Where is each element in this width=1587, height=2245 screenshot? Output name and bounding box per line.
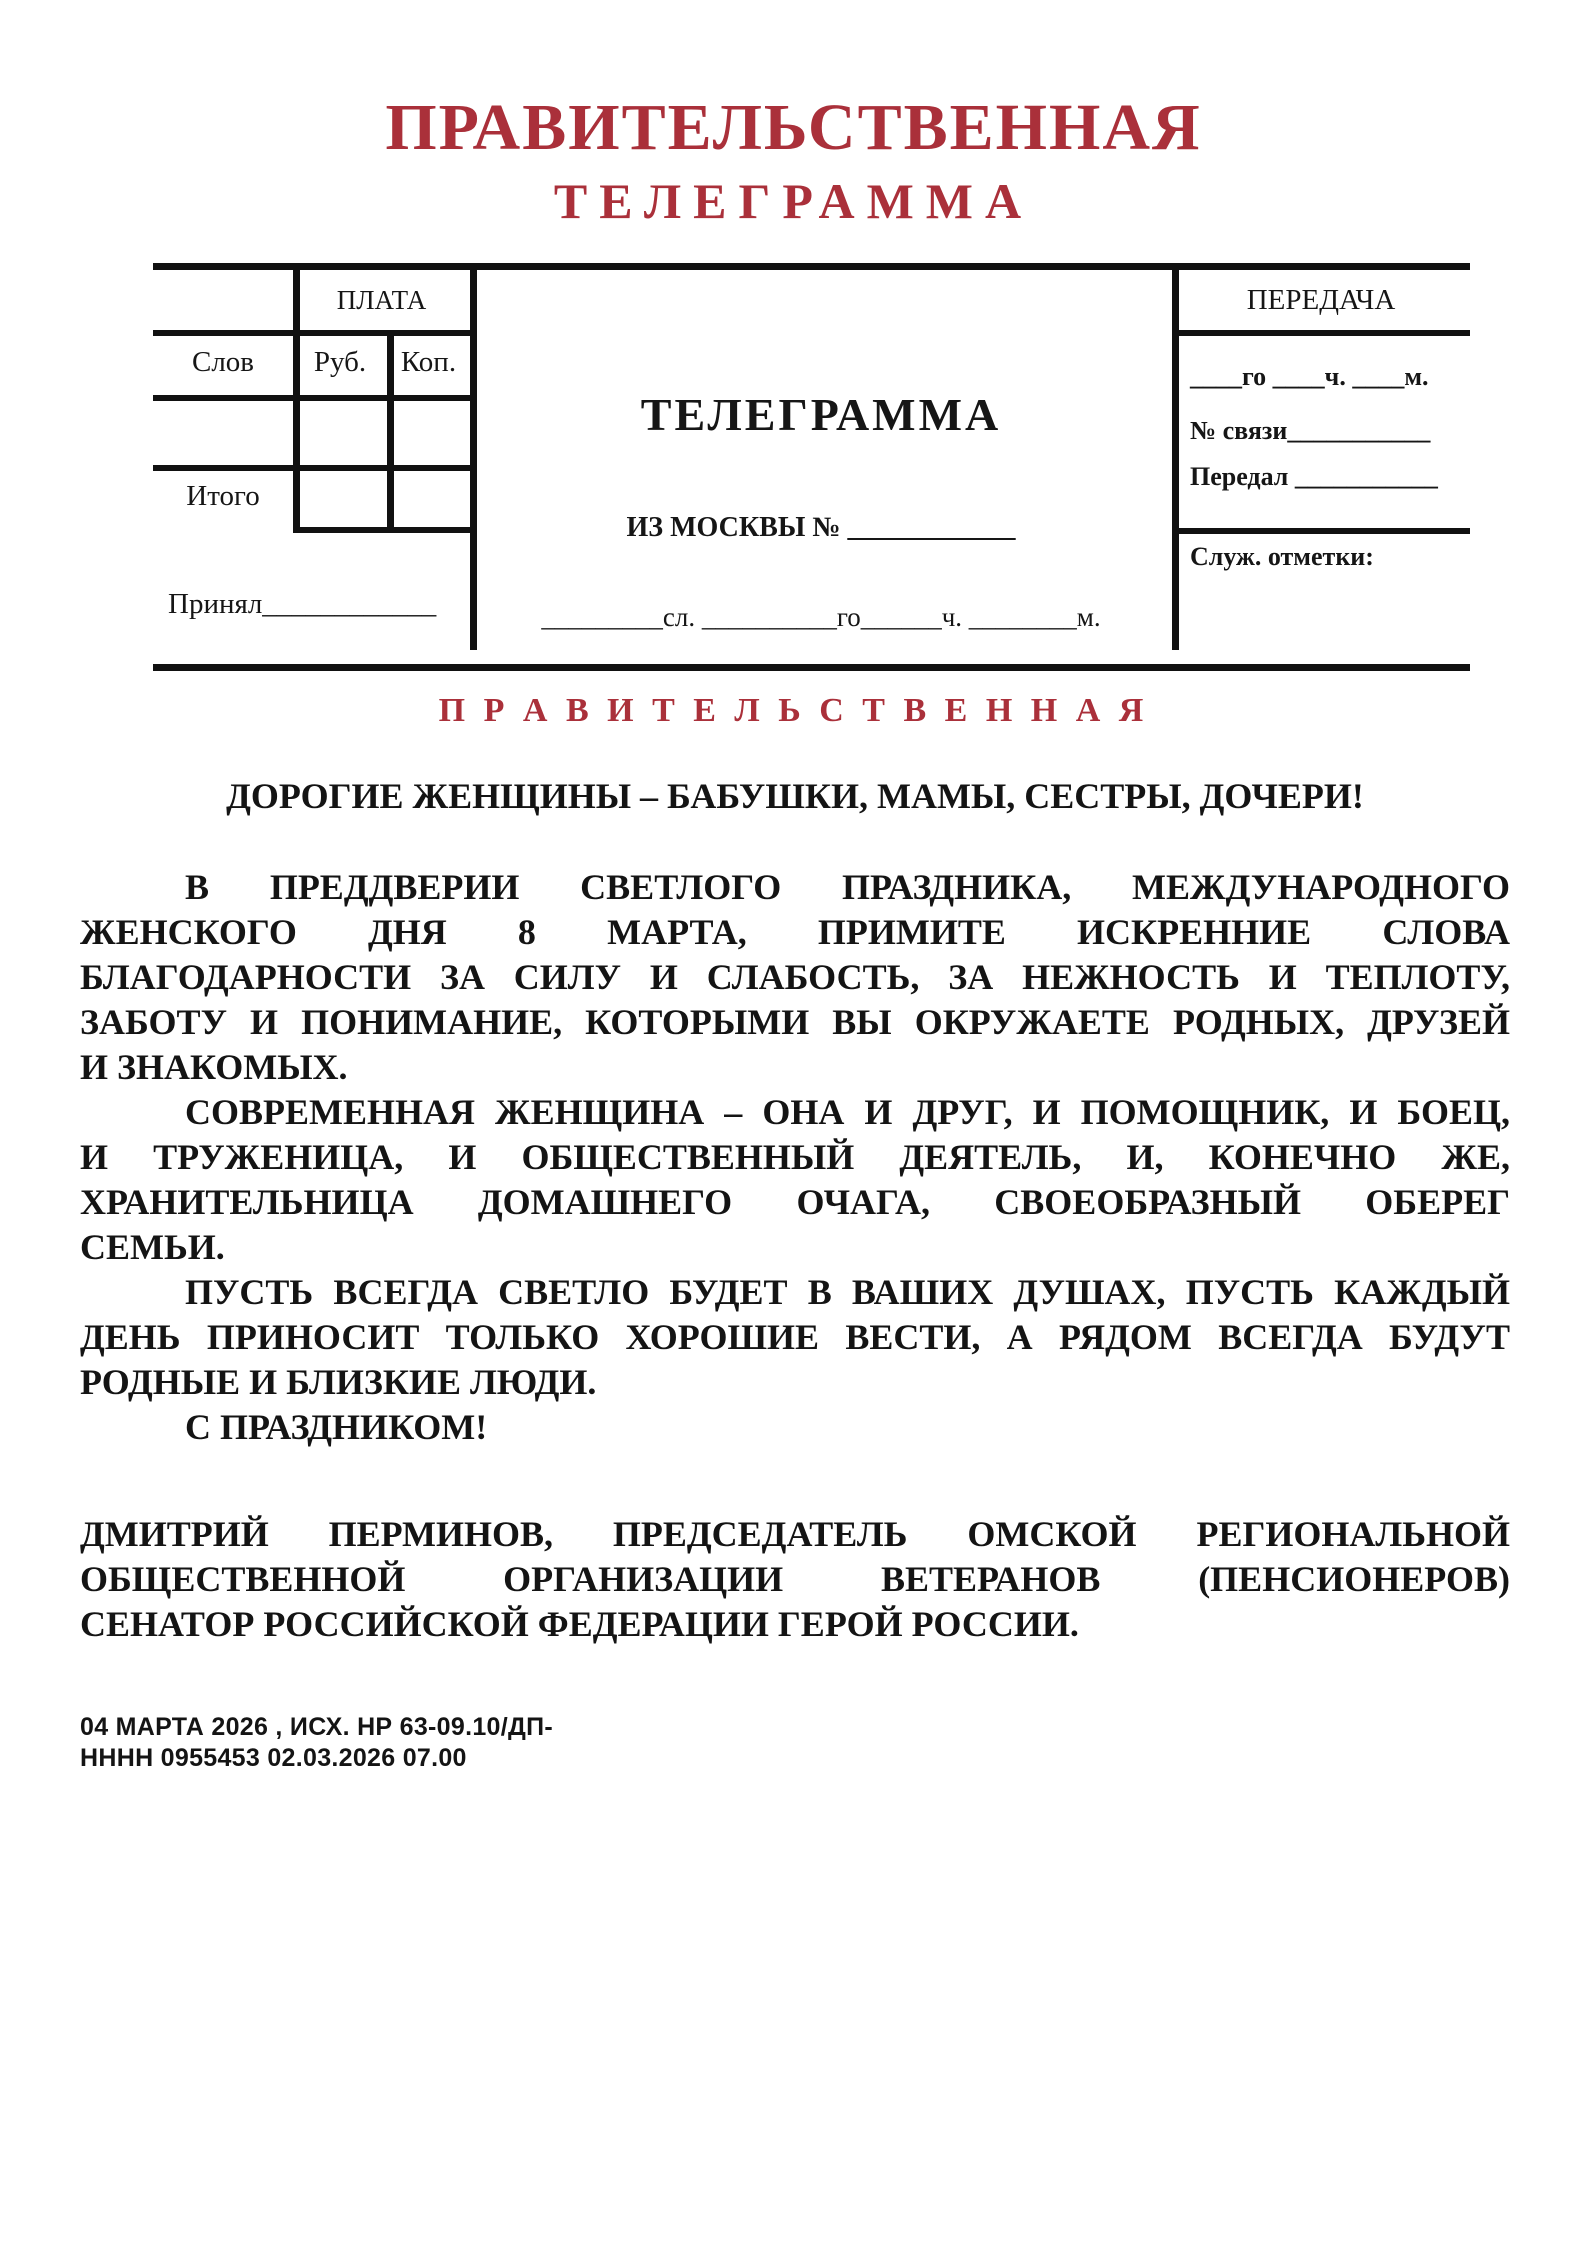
service-count-blank: _________сл. __________го______ч. ________м. — [541, 602, 1101, 632]
transfer-header-cell: ПЕРЕДАЧА — [1246, 283, 1396, 316]
body-line: СОВРЕМЕННАЯ ЖЕНЩИНА – ОНА И ДРУГ, И ПОМОЩНИК, И БОЕЦ, — [185, 1092, 1510, 1132]
closing-line: С ПРАЗДНИКОМ! — [185, 1407, 488, 1447]
doc-title: ПРАВИТЕЛЬСТВЕННАЯ — [385, 91, 1202, 164]
ref-line-1: 04 МАРТА 2026 , ИСХ. НР 63-09.10/ДП- — [80, 1713, 553, 1741]
body-line: ЗАБОТУ И ПОНИМАНИЕ, КОТОРЫМИ ВЫ ОКРУЖАЕТЕ РОДНЫХ, ДРУЗЕЙ — [80, 1002, 1510, 1042]
salutation-line: ДОРОГИЕ ЖЕНЩИНЫ – БАБУШКИ, МАМЫ, СЕСТРЫ, ДОЧЕРИ! — [226, 776, 1364, 816]
telegram-cell-title: ТЕЛЕГРАММА — [640, 389, 1002, 440]
paragraph-1 — [80, 865, 1510, 1090]
body-line: И ТРУЖЕНИЦА, И ОБЩЕСТВЕННЫЙ ДЕЯТЕЛЬ, И, КОНЕЧНО ЖЕ, — [80, 1137, 1510, 1177]
grid-line — [470, 270, 477, 650]
transfer-time-blank: ____го ____ч. ____м. — [1190, 362, 1429, 391]
body-line: СЕМЬИ. — [80, 1227, 225, 1267]
received-by-blank: Принял____________ — [168, 588, 437, 620]
body-line: ПУСТЬ ВСЕГДА СВЕТЛО БУДЕТ В ВАШИХ ДУШАХ, ПУСТЬ КАЖДЫЙ — [185, 1272, 1510, 1312]
paragraph-3 — [80, 1270, 1510, 1405]
total-label: Итого — [186, 479, 260, 512]
body-line: ХРАНИТЕЛЬНИЦА ДОМАШНЕГО ОЧАГА, СВОЕОБРАЗНЫЙ ОБЕРЕГ — [80, 1182, 1510, 1222]
grid-line — [293, 527, 477, 533]
telegram-form — [153, 263, 1470, 671]
paragraph-2 — [80, 1090, 1510, 1270]
grid-line — [153, 395, 470, 401]
ref-line-2: НННН 0955453 02.03.2026 07.00 — [80, 1744, 467, 1772]
government-banner: П Р А В И Т Е Л Ь С Т В Е Н Н А Я — [438, 692, 1149, 729]
from-moscow-blank: ИЗ МОСКВЫ № ____________ — [626, 512, 1016, 543]
body-line: ЖЕНСКОГО ДНЯ 8 МАРТА, ПРИМИТЕ ИСКРЕННИЕ СЛОВА — [80, 912, 1510, 952]
words-column-header: Слов — [191, 346, 254, 378]
body-line: ДЕНЬ ПРИНОСИТ ТОЛЬКО ХОРОШИЕ ВЕСТИ, А РЯДОМ ВСЕГДА БУДУТ — [80, 1317, 1510, 1357]
body-line: В ПРЕДДВЕРИИ СВЕТЛОГО ПРАЗДНИКА, МЕЖДУНАРОДНОГО — [185, 867, 1510, 907]
body-line: РОДНЫЕ И БЛИЗКИЕ ЛЮДИ. — [80, 1362, 597, 1402]
payment-header-cell: ПЛАТА — [336, 284, 427, 315]
signature-block — [80, 1512, 1510, 1647]
letter-body — [80, 774, 1510, 1647]
signature-line: ДМИТРИЙ ПЕРМИНОВ, ПРЕДСЕДАТЕЛЬ ОМСКОЙ РЕГИОНАЛЬНОЙ — [80, 1514, 1510, 1554]
transmitted-by-blank: Передал ___________ — [1190, 462, 1438, 491]
service-notes-label: Служ. отметки: — [1190, 542, 1374, 571]
body-line: БЛАГОДАРНОСТИ ЗА СИЛУ И СЛАБОСТЬ, ЗА НЕЖНОСТЬ И ТЕПЛОТУ, — [80, 957, 1510, 997]
rubles-column-header: Руб. — [313, 346, 367, 378]
doc-subtitle: ТЕЛЕГРАММА — [553, 173, 1034, 229]
communication-number-blank: № связи___________ — [1190, 416, 1431, 445]
reference-block — [80, 1712, 553, 1774]
signature-line: СЕНАТОР РОССИЙСКОЙ ФЕДЕРАЦИИ ГЕРОЙ РОССИИ. — [80, 1604, 1079, 1644]
grid-line — [1172, 528, 1470, 534]
body-line: И ЗНАКОМЫХ. — [80, 1047, 348, 1087]
grid-line — [1172, 330, 1470, 336]
signature-line: ОБЩЕСТВЕННОЙ ОРГАНИЗАЦИИ ВЕТЕРАНОВ (ПЕНСИОНЕРОВ) — [80, 1559, 1510, 1599]
kopecks-column-header: Коп. — [400, 346, 457, 378]
